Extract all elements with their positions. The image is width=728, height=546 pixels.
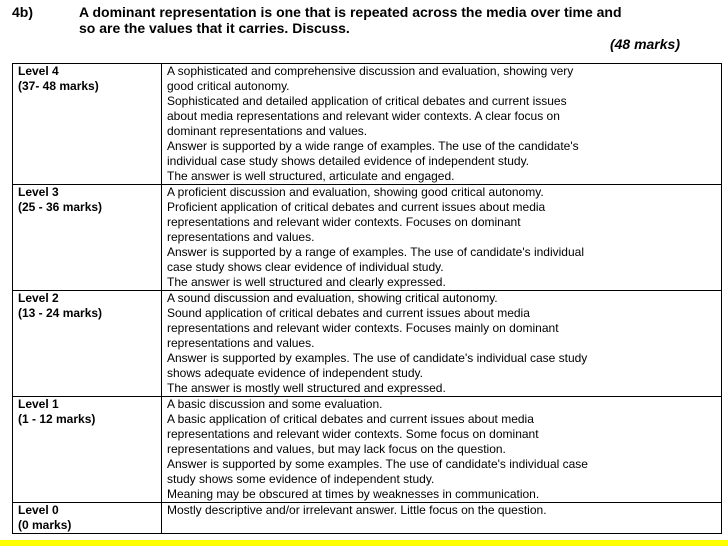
level-name: Level 1 [18,397,59,411]
description-line: representations and relevant wider contexts. Some focus on dominant [167,427,539,441]
level-description-cell [162,291,722,397]
level-range: (1 - 12 marks) [18,412,96,426]
description-line: representations and relevant wider contexts. Focuses on dominant [167,215,521,229]
level-row-0 [13,503,722,534]
question-text [79,4,719,36]
level-label-cell [13,503,162,534]
description-line: Answer is supported by some examples. The use of candidate's individual case [167,457,588,471]
description-line: representations and values. [167,230,315,244]
level-row-2 [13,291,722,397]
level-name: Level 3 [18,185,59,199]
description-line: The answer is mostly well structured and expressed. [167,381,446,395]
level-row-3 [13,185,722,291]
level-range: (13 - 24 marks) [18,306,103,320]
description-line: The answer is well structured, articulate and engaged. [167,169,455,183]
level-name: Level 4 [18,64,59,78]
description-line: study shows some evidence of independent study. [167,472,435,486]
description-line: Meaning may be obscured at times by weaknesses in communication. [167,487,540,501]
description-line: individual case study shows detailed evidence of independent study. [167,154,530,168]
level-label-cell [13,64,162,185]
description-line: case study shows clear evidence of individual study. [167,260,444,274]
description-line: A sound discussion and evaluation, showing critical autonomy. [167,291,498,305]
question-marks: (48 marks) [609,36,680,52]
description-line: representations and values, but may lack focus on the question. [167,442,506,456]
description-line: Proficient application of critical debates and current issues about media [167,200,546,214]
description-line: good critical autonomy. [167,79,290,93]
description-line: Answer is supported by examples. The use of candidate's individual case study [167,351,588,365]
description-line: representations and values. [167,336,315,350]
description-line: Sound application of critical debates and current issues about media [167,306,530,320]
level-row-1 [13,397,722,503]
question-text-line: so are the values that it carries. Discuss. [79,20,350,36]
level-row-4 [13,64,722,185]
level-range: (25 - 36 marks) [18,200,103,214]
level-description-cell [162,503,722,534]
description-line: The answer is well structured and clearly expressed. [167,275,446,289]
level-label-cell [13,185,162,291]
level-range: (0 marks) [18,518,72,532]
description-line: Answer is supported by a wide range of examples. The use of the candidate's [167,139,579,153]
description-line: about media representations and relevant wider contexts. A clear focus on [167,109,560,123]
level-description-cell [162,185,722,291]
description-line: Sophisticated and detailed application of critical debates and current issues [167,94,567,108]
question-text-line: A dominant representation is one that is repeated across the media over time and [79,4,622,20]
description-line: A sophisticated and comprehensive discussion and evaluation, showing very [167,64,574,78]
accent-bar [0,540,728,546]
level-description-cell [162,64,722,185]
description-line: dominant representations and values. [167,124,368,138]
question-number: 4b) [12,4,33,20]
level-label-cell [13,397,162,503]
description-line: shows adequate evidence of independent study. [167,366,423,380]
mark-scheme-table [12,63,722,534]
description-line: Mostly descriptive and/or irrelevant answer. Little focus on the question. [167,503,547,517]
level-description-cell [162,397,722,503]
description-line: A proficient discussion and evaluation, showing good critical autonomy. [167,185,544,199]
description-line: representations and relevant wider contexts. Focuses mainly on dominant [167,321,559,335]
description-line: A basic discussion and some evaluation. [167,397,383,411]
level-label-cell [13,291,162,397]
level-name: Level 0 [18,503,59,517]
level-name: Level 2 [18,291,59,305]
level-range: (37- 48 marks) [18,79,99,93]
description-line: A basic application of critical debates and current issues about media [167,412,534,426]
description-line: Answer is supported by a range of examples. The use of candidate's individual [167,245,584,259]
